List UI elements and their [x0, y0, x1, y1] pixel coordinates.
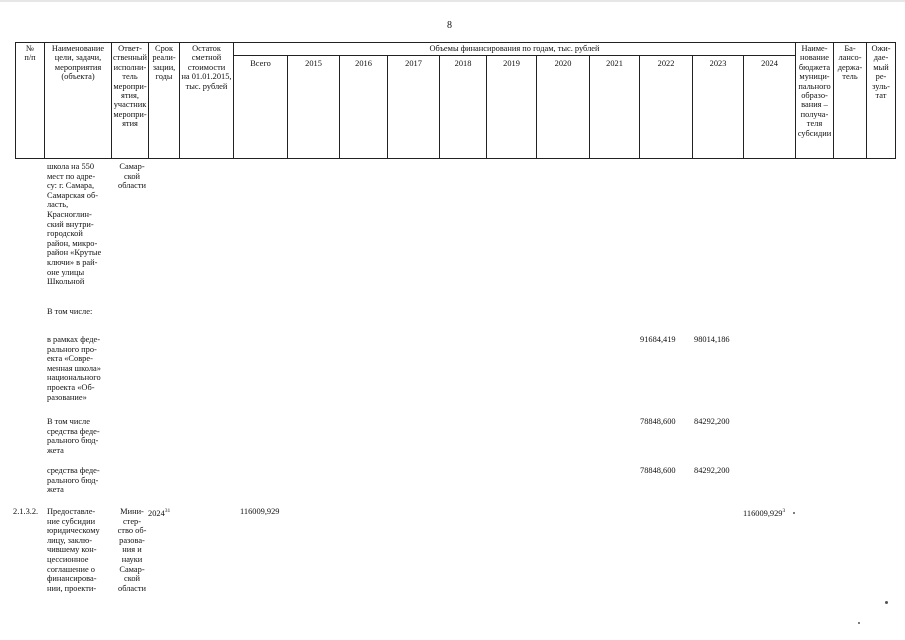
header-year-2019: 2019 [486, 55, 537, 159]
federal-project-2022: 91684,419 [640, 335, 676, 344]
including-federal-name: В том числе средства феде- рального бюд- жета [47, 417, 100, 455]
header-term: Срок реали- зации, годы [148, 42, 180, 159]
table-header [15, 42, 896, 159]
header-year-2022: 2022 [639, 55, 693, 159]
item-2132-2024-value: 116009,929 [743, 508, 783, 518]
school-name: школа на 550 мест по адре- су: г. Самара, Самарская об- ласть, Красноглин- ский внутри- городской район, микро- район «Крутые ключи» в рай- оне улицы Школьной [47, 162, 102, 287]
including-label: В том числе: [47, 307, 93, 316]
including-federal-2023: 84292,200 [694, 417, 730, 426]
header-year-2024: 2024 [743, 55, 796, 159]
header-recipient: Наиме- нование бюджета муници- пального образо- вания – получа- теля субсидии [795, 42, 834, 159]
header-year-2017: 2017 [387, 55, 440, 159]
item-2132-responsible: Мини- стер- ство об- разова- ния и науки Самар- ской области [117, 507, 147, 593]
item-2132-term-value: 2024 [148, 508, 165, 518]
header-holder: Ба- лансо- держа- тель [833, 42, 867, 159]
item-2132-name: Предоставле- ние субсидии юридическому лицу, заклю- чившему кон- цессионное соглашение о финансирова- нии, проекти- [47, 507, 100, 593]
item-2132-total: 116009,929 [240, 507, 280, 516]
header-num: № п/п [15, 42, 45, 159]
header-name: Наименование цели, задачи, мероприятия (объекта) [44, 42, 112, 159]
header-year-2023: 2023 [692, 55, 744, 159]
header-responsible: Ответ- ственный исполни- тель меропри- ятия, участник меропри- ятия [111, 42, 149, 159]
item-2132-2024-note: 3 [782, 508, 786, 514]
header-year-2016: 2016 [339, 55, 388, 159]
scan-speck [885, 601, 888, 604]
header-balance: Остаток сметной стоимости на 01.01.2015, тыс. рублей [179, 42, 234, 159]
scan-speck [858, 622, 860, 624]
top-edge [0, 0, 905, 2]
header-year-2015: 2015 [287, 55, 340, 159]
header-year-total: Всего [233, 55, 288, 159]
page-number: 8 [447, 20, 452, 31]
including-federal-2022: 78848,600 [640, 417, 676, 426]
federal-funds-2022: 78848,600 [640, 466, 676, 475]
school-responsible: Самар- ской области [118, 162, 146, 191]
header-year-2018: 2018 [439, 55, 487, 159]
item-2132-2024 [743, 506, 785, 519]
header-volumes: Объемы финансирования по годам, тыс. рублей [233, 42, 796, 56]
federal-funds-2023: 84292,200 [694, 466, 730, 475]
item-2132-term [148, 506, 170, 519]
scan-speck [793, 512, 795, 514]
item-2132-term-note: 31 [164, 508, 171, 514]
header-result: Ожи- дае- мый ре- зуль- тат [866, 42, 896, 159]
header-year-2021: 2021 [589, 55, 640, 159]
federal-project-2023: 98014,186 [694, 335, 730, 344]
item-2132-num: 2.1.3.2. [13, 507, 39, 516]
federal-project-name: в рамках феде- рального про- екта «Совре- менная школа» национального проекта «Об- разование» [47, 335, 101, 402]
header-year-2020: 2020 [536, 55, 590, 159]
federal-funds-name: средства феде- рального бюд- жета [47, 466, 100, 495]
